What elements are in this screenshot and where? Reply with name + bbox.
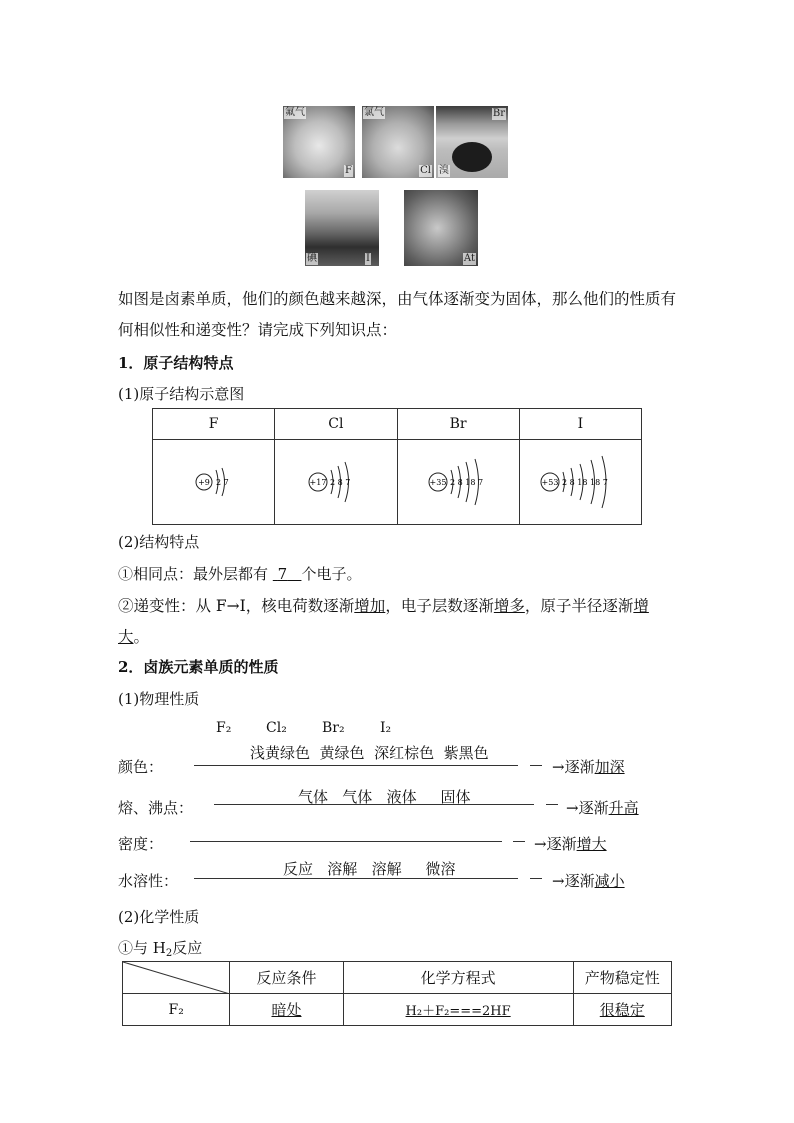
density-line (190, 841, 502, 842)
nucleus-label: +35 (429, 478, 447, 487)
solubility-trend: →逐渐减小 (552, 872, 625, 890)
photo-bromine (436, 106, 508, 178)
nucleus-label: +9 (197, 478, 210, 487)
atom-diagram-f (154, 440, 274, 520)
photo-corner-label: I (366, 253, 370, 264)
color-over: 浅黄绿色 黄绿色 深红棕色 紫黑色 (250, 744, 489, 762)
corner-cell (123, 962, 230, 994)
trend-answer-radius-2: 大 (118, 628, 134, 646)
trend-text-a: ②递变性：从 F→I，核电荷数逐渐 (118, 597, 355, 615)
similarity-suffix: 个电子。 (301, 565, 362, 583)
atom-diagram-i (520, 440, 640, 520)
trend-answer-radius-1: 增 (633, 597, 649, 615)
density-label: 密度： (118, 835, 164, 853)
trend-text-b: ，电子层数逐渐 (385, 597, 494, 615)
photo-fluorine (283, 106, 355, 178)
header-stability: 产物稳定性 (573, 962, 671, 994)
atom-structure-table (152, 408, 642, 525)
mp-line (214, 804, 534, 805)
atom-cell-cl (275, 440, 397, 525)
photo-label: 氟气 (285, 107, 305, 118)
element-cl2: Cl₂ (266, 720, 287, 736)
section-1-title: 1．原子结构特点 (118, 354, 234, 372)
atom-diagram-br (398, 440, 518, 520)
state-over: 气体 气体 液体 固体 (298, 788, 471, 806)
trend-text-c: ，原子半径逐渐 (524, 597, 634, 615)
nucleus-label: +17 (309, 478, 327, 487)
mp-label: 熔、沸点： (118, 799, 194, 817)
intro-paragraph: 如图是卤素单质，他们的颜色越来越深，由气体逐渐变为固体，那么他们的性质有何相似性和递变性？请完成下列知识点： (118, 290, 677, 339)
color-arrow-dash (530, 765, 542, 766)
mp-arrow-dash (546, 804, 558, 805)
mp-trend: →逐渐升高 (566, 799, 639, 817)
element-f2: F₂ (216, 720, 232, 736)
header-f: F (153, 409, 275, 440)
photo-label: 氯气 (364, 107, 384, 118)
photo-iodine (305, 190, 379, 266)
photo-corner-label: Br (492, 108, 505, 119)
trend-answer-charge: 增加 (354, 597, 386, 615)
mp-answer: 升高 (608, 799, 639, 817)
header-cl: Cl (275, 409, 397, 440)
subsection-physical: (1)物理性质 (118, 690, 200, 708)
photo-label: 碘 (307, 253, 317, 264)
section-2-title: 2．卤族元素单质的性质 (118, 658, 279, 676)
bromine-liquid (452, 142, 492, 172)
color-label: 颜色： (118, 758, 164, 776)
density-arrow-dash (513, 841, 525, 842)
density-trend: →逐渐增大 (534, 835, 607, 853)
solubility-label: 水溶性： (118, 872, 179, 890)
photo-corner-label: F (345, 165, 352, 176)
photo-label: 溴 (439, 165, 449, 176)
color-line (194, 765, 518, 766)
atom-cell-f (153, 440, 275, 525)
subsection-structure-diagram: (1)原子结构示意图 (118, 385, 245, 403)
color-trend: →逐渐加深 (552, 758, 625, 776)
trend-answer-shells: 增多 (493, 597, 525, 615)
subsection-chemical: (2)化学性质 (118, 908, 200, 926)
header-equation: 化学方程式 (343, 962, 573, 994)
trend-end: 。 (133, 628, 150, 646)
cell-condition: 暗处 (230, 994, 343, 1026)
diagonal-line (123, 962, 230, 994)
cell-stability: 很稳定 (573, 994, 671, 1026)
shell-electrons: 2 8 18 18 7 (562, 478, 609, 487)
nucleus-label: +53 (541, 478, 559, 487)
shell-electrons: 2 8 7 (329, 478, 351, 487)
similarity-answer: 7 (277, 565, 288, 583)
header-condition: 反应条件 (230, 962, 343, 994)
solubility-over: 反应 溶解 溶解 微溶 (283, 860, 456, 878)
subsection-structure-features: (2)结构特点 (118, 533, 200, 551)
cell-equation: H₂＋F₂===2HF (343, 994, 573, 1026)
row-element-f2: F₂ (123, 994, 230, 1026)
photo-corner-label: Cl (420, 165, 431, 176)
h2-reaction-title: ①与 $H_2$反应 (118, 939, 203, 959)
h2-reaction-table (122, 961, 672, 1026)
solubility-answer: 减小 (594, 872, 625, 890)
element-i2: I₂ (380, 720, 392, 736)
element-br2: Br₂ (322, 720, 345, 736)
trend-line-wrap (118, 625, 149, 647)
solubility-line (194, 878, 518, 879)
similarity-text: ①相同点：最外层都有 (118, 565, 269, 583)
header-br: Br (397, 409, 519, 440)
atom-diagram-cl (276, 440, 396, 520)
photo-corner-label: At (463, 253, 475, 264)
shell-electrons: 2 7 (215, 478, 229, 487)
atom-cell-br (397, 440, 519, 525)
color-answer: 加深 (594, 758, 625, 776)
header-i: I (519, 409, 641, 440)
atom-cell-i (519, 440, 641, 525)
photo-chlorine (362, 106, 434, 178)
similarity-line (118, 563, 361, 584)
shell-electrons: 2 8 18 7 (450, 478, 484, 487)
solubility-arrow-dash (530, 878, 542, 879)
density-answer: 增大 (576, 835, 607, 853)
photo-astatine (404, 190, 478, 266)
trend-line (118, 594, 649, 616)
